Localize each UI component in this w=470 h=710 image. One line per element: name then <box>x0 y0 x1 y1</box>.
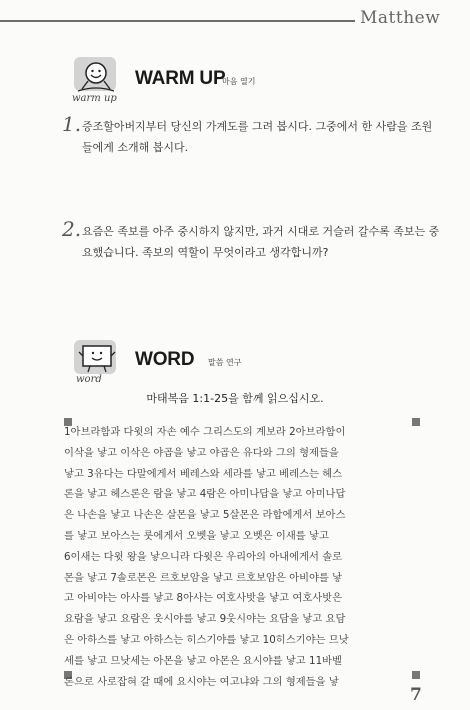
passage-line: 1아브라함과 다윗의 자손 예수 그리스도의 계보라 2아브라함이 <box>64 426 346 438</box>
passage-line: 이삭을 낳고 이삭은 야곱을 낳고 야곱은 유다와 그의 형제들을 <box>64 446 339 459</box>
running-title: Matthew <box>360 8 441 28</box>
passage-line: 요람을 낳고 요람은 웃시야를 낳고 9웃시야는 요담을 낳고 요담 <box>64 613 346 626</box>
warm-up-icon <box>70 57 130 105</box>
reading-reference: 마태복음 1:1-25을 함께 읽으십시오. <box>146 392 324 405</box>
page-number: 7 <box>410 685 422 705</box>
word-heading: WORD <box>135 349 195 370</box>
warm-up-icon-label: warm up <box>72 93 117 104</box>
scripture-passage <box>64 422 419 688</box>
passage-line: 고 아비야는 아사를 낳고 8아사는 여호사밧을 낳고 여호사밧은 <box>64 592 343 605</box>
question-2-number: 2. <box>62 217 82 241</box>
question-1-text: 증조할아버지부터 당신의 가계도를 그려 봅시다. 그중에서 한 사람을 조원들에게 소개해 봅시다. <box>82 120 433 154</box>
passage-line: 론을 낳고 헤스론은 람을 낳고 4람은 아미나답을 낳고 아미나답 <box>64 488 346 501</box>
passage-line: 몬을 낳고 7솔로몬은 르호보암을 낳고 르호보암은 아비야를 낳 <box>64 571 343 584</box>
warm-up-subtitle: 마음 열기 <box>222 77 256 86</box>
word-icon-label: word <box>76 374 102 385</box>
passage-line: 은 아하스를 낳고 아하스는 히스기야를 낳고 10히스기야는 므낫 <box>64 633 349 646</box>
word-icon <box>70 340 130 388</box>
passage-line: 6이새는 다윗 왕을 낳으니라 다윗은 우리아의 아내에게서 솔로 <box>64 550 343 563</box>
word-subtitle: 말씀 연구 <box>208 358 242 367</box>
passage-line: 세를 낳고 므낫세는 아몬을 낳고 아몬은 요시야를 낳고 11바벨 <box>64 654 343 667</box>
question-2-text: 요즘은 족보를 아주 중시하지 않지만, 과거 시대로 거슬러 갈수록 족보는 중요했습니다. 족보의 역할이 무엇이라고 생각합니까? <box>82 225 440 259</box>
passage-line: 은 나손을 낳고 나손은 살몬을 낳고 5살몬은 라합에게서 보아스 <box>64 509 346 522</box>
header-rule <box>0 20 355 22</box>
passage-line: 를 낳고 보아스는 룻에게서 오벳을 낳고 오벳은 이새를 낳고 <box>64 529 329 542</box>
warm-up-heading: WARM UP <box>135 68 226 89</box>
passage-line: 론으로 사로잡혀 갈 때에 요시야는 여고냐와 그의 형제들을 낳 <box>64 675 339 688</box>
passage-line: 낳고 3유다는 다말에게서 베레스와 세라를 낳고 베레스는 헤스 <box>64 467 343 480</box>
question-1-number: 1. <box>62 112 82 136</box>
